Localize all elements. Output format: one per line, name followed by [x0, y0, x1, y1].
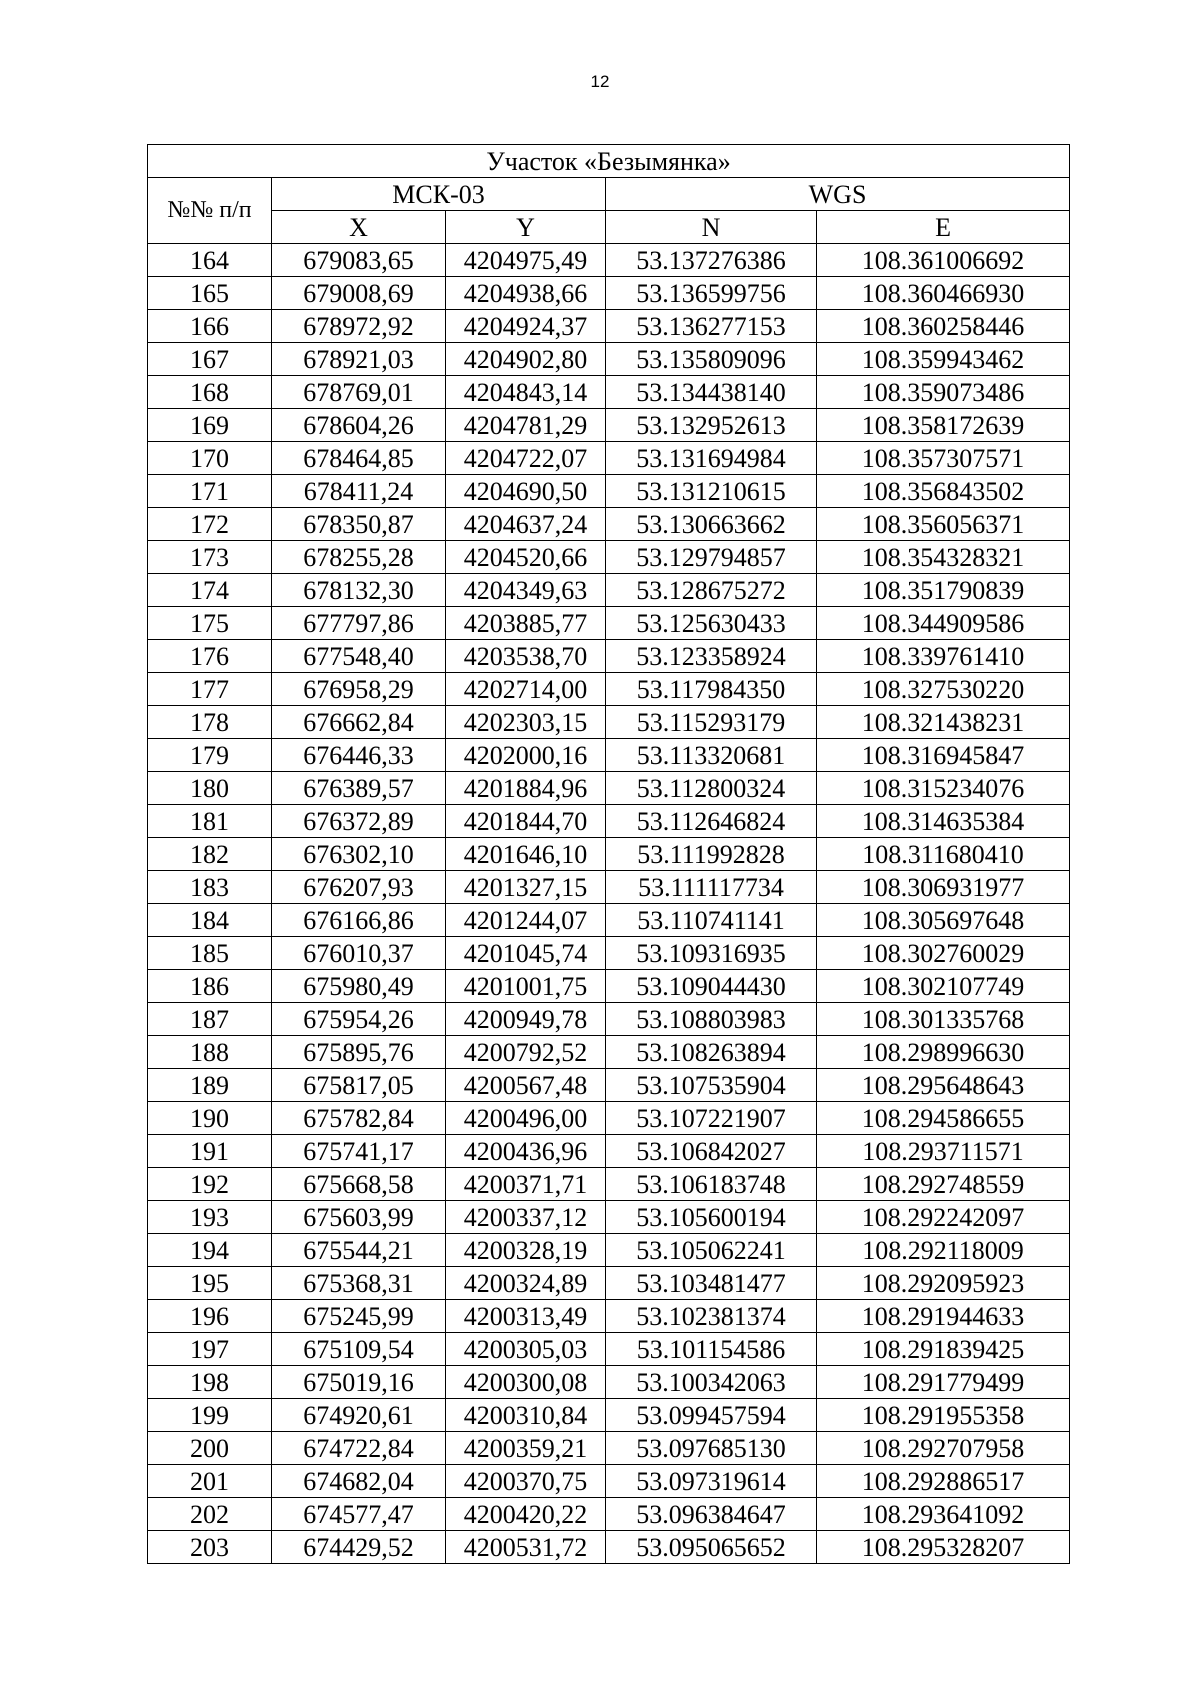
point-number-cell: 183 [148, 871, 272, 904]
table-row [148, 277, 1070, 310]
point-number-cell: 188 [148, 1036, 272, 1069]
point-number-cell: 195 [148, 1267, 272, 1300]
table-row [148, 937, 1070, 970]
point-number-cell: 198 [148, 1366, 272, 1399]
y-cell: 4200324,89 [446, 1267, 606, 1300]
n-cell: 53.115293179 [606, 706, 817, 739]
point-number-cell: 186 [148, 970, 272, 1003]
table-row [148, 244, 1070, 277]
y-cell: 4200371,71 [446, 1168, 606, 1201]
table-row [148, 541, 1070, 574]
e-cell: 108.306931977 [817, 871, 1070, 904]
y-cell: 4201327,15 [446, 871, 606, 904]
n-cell: 53.108263894 [606, 1036, 817, 1069]
y-cell: 4202303,15 [446, 706, 606, 739]
point-number-cell: 166 [148, 310, 272, 343]
table-row [148, 640, 1070, 673]
point-number-cell: 165 [148, 277, 272, 310]
n-cell: 53.131210615 [606, 475, 817, 508]
n-cell: 53.112800324 [606, 772, 817, 805]
x-cell: 677797,86 [272, 607, 446, 640]
table-row [148, 1069, 1070, 1102]
x-cell: 675817,05 [272, 1069, 446, 1102]
point-number-cell: 168 [148, 376, 272, 409]
y-cell: 4200370,75 [446, 1465, 606, 1498]
y-cell: 4204637,24 [446, 508, 606, 541]
y-cell: 4201045,74 [446, 937, 606, 970]
n-cell: 53.107221907 [606, 1102, 817, 1135]
table-body [148, 244, 1070, 1564]
e-cell: 108.291839425 [817, 1333, 1070, 1366]
x-cell: 676372,89 [272, 805, 446, 838]
e-column-header: E [817, 211, 1070, 244]
point-number-cell: 182 [148, 838, 272, 871]
y-cell: 4204902,80 [446, 343, 606, 376]
e-cell: 108.360466930 [817, 277, 1070, 310]
table-row [148, 1465, 1070, 1498]
e-cell: 108.356056371 [817, 508, 1070, 541]
e-cell: 108.302107749 [817, 970, 1070, 1003]
table-row [148, 739, 1070, 772]
point-number-cell: 194 [148, 1234, 272, 1267]
point-number-cell: 199 [148, 1399, 272, 1432]
n-cell: 53.136599756 [606, 277, 817, 310]
msk-03-group-header: МСК-03 [272, 178, 606, 211]
e-cell: 108.327530220 [817, 673, 1070, 706]
point-number-cell: 181 [148, 805, 272, 838]
n-cell: 53.105600194 [606, 1201, 817, 1234]
x-cell: 675544,21 [272, 1234, 446, 1267]
table-title: Участок «Безымянка» [148, 145, 1070, 178]
e-cell: 108.354328321 [817, 541, 1070, 574]
e-cell: 108.292748559 [817, 1168, 1070, 1201]
x-cell: 676166,86 [272, 904, 446, 937]
point-number-cell: 185 [148, 937, 272, 970]
y-cell: 4204781,29 [446, 409, 606, 442]
x-cell: 675741,17 [272, 1135, 446, 1168]
table-row [148, 772, 1070, 805]
n-cell: 53.130663662 [606, 508, 817, 541]
e-cell: 108.351790839 [817, 574, 1070, 607]
x-cell: 678769,01 [272, 376, 446, 409]
y-cell: 4202000,16 [446, 739, 606, 772]
table-row [148, 871, 1070, 904]
y-cell: 4200313,49 [446, 1300, 606, 1333]
x-cell: 676958,29 [272, 673, 446, 706]
e-cell: 108.321438231 [817, 706, 1070, 739]
n-cell: 53.099457594 [606, 1399, 817, 1432]
table-row [148, 1399, 1070, 1432]
point-number-cell: 203 [148, 1531, 272, 1564]
x-cell: 675109,54 [272, 1333, 446, 1366]
point-number-cell: 178 [148, 706, 272, 739]
e-cell: 108.360258446 [817, 310, 1070, 343]
y-cell: 4204349,63 [446, 574, 606, 607]
point-number-cell: 170 [148, 442, 272, 475]
table-row [148, 343, 1070, 376]
e-cell: 108.305697648 [817, 904, 1070, 937]
y-cell: 4200300,08 [446, 1366, 606, 1399]
x-cell: 675668,58 [272, 1168, 446, 1201]
e-cell: 108.292707958 [817, 1432, 1070, 1465]
n-cell: 53.106183748 [606, 1168, 817, 1201]
n-cell: 53.109316935 [606, 937, 817, 970]
e-cell: 108.358172639 [817, 409, 1070, 442]
x-column-header: X [272, 211, 446, 244]
e-cell: 108.359943462 [817, 343, 1070, 376]
y-cell: 4201244,07 [446, 904, 606, 937]
y-cell: 4204924,37 [446, 310, 606, 343]
table-row [148, 1531, 1070, 1564]
x-cell: 675980,49 [272, 970, 446, 1003]
n-cell: 53.105062241 [606, 1234, 817, 1267]
n-cell: 53.137276386 [606, 244, 817, 277]
point-number-cell: 190 [148, 1102, 272, 1135]
n-cell: 53.111117734 [606, 871, 817, 904]
e-cell: 108.361006692 [817, 244, 1070, 277]
e-cell: 108.292118009 [817, 1234, 1070, 1267]
n-cell: 53.097685130 [606, 1432, 817, 1465]
table-row [148, 508, 1070, 541]
table-row [148, 1267, 1070, 1300]
e-cell: 108.295648643 [817, 1069, 1070, 1102]
e-cell: 108.291944633 [817, 1300, 1070, 1333]
n-cell: 53.096384647 [606, 1498, 817, 1531]
point-number-cell: 172 [148, 508, 272, 541]
e-cell: 108.314635384 [817, 805, 1070, 838]
n-cell: 53.097319614 [606, 1465, 817, 1498]
n-cell: 53.109044430 [606, 970, 817, 1003]
x-cell: 676446,33 [272, 739, 446, 772]
table-row [148, 1300, 1070, 1333]
point-number-cell: 200 [148, 1432, 272, 1465]
x-cell: 676207,93 [272, 871, 446, 904]
point-number-cell: 189 [148, 1069, 272, 1102]
x-cell: 674577,47 [272, 1498, 446, 1531]
table-row [148, 673, 1070, 706]
y-cell: 4204722,07 [446, 442, 606, 475]
table-row [148, 310, 1070, 343]
n-cell: 53.102381374 [606, 1300, 817, 1333]
e-cell: 108.291779499 [817, 1366, 1070, 1399]
e-cell: 108.344909586 [817, 607, 1070, 640]
table-row [148, 1135, 1070, 1168]
table-row [148, 442, 1070, 475]
x-cell: 679083,65 [272, 244, 446, 277]
x-cell: 678132,30 [272, 574, 446, 607]
table-row [148, 805, 1070, 838]
point-number-cell: 197 [148, 1333, 272, 1366]
x-cell: 678411,24 [272, 475, 446, 508]
point-number-cell: 176 [148, 640, 272, 673]
x-cell: 674682,04 [272, 1465, 446, 1498]
n-cell: 53.136277153 [606, 310, 817, 343]
y-cell: 4200337,12 [446, 1201, 606, 1234]
y-cell: 4201646,10 [446, 838, 606, 871]
e-cell: 108.315234076 [817, 772, 1070, 805]
table-row [148, 1168, 1070, 1201]
e-cell: 108.302760029 [817, 937, 1070, 970]
y-cell: 4200420,22 [446, 1498, 606, 1531]
y-cell: 4201884,96 [446, 772, 606, 805]
y-cell: 4200436,96 [446, 1135, 606, 1168]
e-cell: 108.316945847 [817, 739, 1070, 772]
n-cell: 53.113320681 [606, 739, 817, 772]
e-cell: 108.298996630 [817, 1036, 1070, 1069]
e-cell: 108.357307571 [817, 442, 1070, 475]
x-cell: 679008,69 [272, 277, 446, 310]
point-number-cell: 167 [148, 343, 272, 376]
point-number-cell: 184 [148, 904, 272, 937]
n-cell: 53.135809096 [606, 343, 817, 376]
n-cell: 53.110741141 [606, 904, 817, 937]
n-cell: 53.125630433 [606, 607, 817, 640]
y-cell: 4200567,48 [446, 1069, 606, 1102]
e-cell: 108.359073486 [817, 376, 1070, 409]
y-cell: 4200531,72 [446, 1531, 606, 1564]
point-number-cell: 175 [148, 607, 272, 640]
y-cell: 4203885,77 [446, 607, 606, 640]
table-row [148, 1102, 1070, 1135]
point-number-cell: 201 [148, 1465, 272, 1498]
point-number-cell: 177 [148, 673, 272, 706]
point-number-cell: 164 [148, 244, 272, 277]
x-cell: 674722,84 [272, 1432, 446, 1465]
e-cell: 108.292886517 [817, 1465, 1070, 1498]
table-row [148, 376, 1070, 409]
n-cell: 53.095065652 [606, 1531, 817, 1564]
point-number-cell: 171 [148, 475, 272, 508]
n-cell: 53.112646824 [606, 805, 817, 838]
x-cell: 678921,03 [272, 343, 446, 376]
table-row [148, 1234, 1070, 1267]
x-cell: 678464,85 [272, 442, 446, 475]
n-cell: 53.128675272 [606, 574, 817, 607]
n-column-header: N [606, 211, 817, 244]
x-cell: 675245,99 [272, 1300, 446, 1333]
table-row [148, 1498, 1070, 1531]
e-cell: 108.293641092 [817, 1498, 1070, 1531]
point-number-cell: 174 [148, 574, 272, 607]
e-cell: 108.356843502 [817, 475, 1070, 508]
x-cell: 674429,52 [272, 1531, 446, 1564]
point-number-cell: 169 [148, 409, 272, 442]
y-cell: 4200496,00 [446, 1102, 606, 1135]
y-cell: 4200359,21 [446, 1432, 606, 1465]
e-cell: 108.311680410 [817, 838, 1070, 871]
e-cell: 108.294586655 [817, 1102, 1070, 1135]
n-cell: 53.100342063 [606, 1366, 817, 1399]
x-cell: 676010,37 [272, 937, 446, 970]
y-cell: 4200949,78 [446, 1003, 606, 1036]
table-row [148, 904, 1070, 937]
page-number: 12 [590, 72, 610, 91]
x-cell: 675019,16 [272, 1366, 446, 1399]
x-cell: 676389,57 [272, 772, 446, 805]
table-row [148, 574, 1070, 607]
y-cell: 4202714,00 [446, 673, 606, 706]
table-row [148, 1366, 1070, 1399]
x-cell: 675895,76 [272, 1036, 446, 1069]
x-cell: 678604,26 [272, 409, 446, 442]
e-cell: 108.301335768 [817, 1003, 1070, 1036]
point-number-cell: 180 [148, 772, 272, 805]
e-cell: 108.339761410 [817, 640, 1070, 673]
table-row [148, 838, 1070, 871]
e-cell: 108.292095923 [817, 1267, 1070, 1300]
table-row [148, 1003, 1070, 1036]
point-number-cell: 191 [148, 1135, 272, 1168]
x-cell: 676662,84 [272, 706, 446, 739]
y-cell: 4204690,50 [446, 475, 606, 508]
y-column-header: Y [446, 211, 606, 244]
table-row [148, 607, 1070, 640]
y-cell: 4201001,75 [446, 970, 606, 1003]
n-cell: 53.134438140 [606, 376, 817, 409]
x-cell: 674920,61 [272, 1399, 446, 1432]
point-number-cell: 187 [148, 1003, 272, 1036]
y-cell: 4200310,84 [446, 1399, 606, 1432]
wgs-group-header: WGS [606, 178, 1070, 211]
e-cell: 108.293711571 [817, 1135, 1070, 1168]
e-cell: 108.292242097 [817, 1201, 1070, 1234]
y-cell: 4200792,52 [446, 1036, 606, 1069]
n-cell: 53.131694984 [606, 442, 817, 475]
e-cell: 108.295328207 [817, 1531, 1070, 1564]
n-cell: 53.117984350 [606, 673, 817, 706]
n-cell: 53.132952613 [606, 409, 817, 442]
x-cell: 675603,99 [272, 1201, 446, 1234]
y-cell: 4200328,19 [446, 1234, 606, 1267]
table-row [148, 1036, 1070, 1069]
y-cell: 4204975,49 [446, 244, 606, 277]
table-row [148, 1333, 1070, 1366]
point-number-cell: 179 [148, 739, 272, 772]
x-cell: 678972,92 [272, 310, 446, 343]
e-cell: 108.291955358 [817, 1399, 1070, 1432]
point-number-cell: 196 [148, 1300, 272, 1333]
n-cell: 53.123358924 [606, 640, 817, 673]
table-row [148, 706, 1070, 739]
point-number-cell: 193 [148, 1201, 272, 1234]
table-row [148, 970, 1070, 1003]
table-row [148, 475, 1070, 508]
x-cell: 678350,87 [272, 508, 446, 541]
table-row [148, 409, 1070, 442]
table-row [148, 1201, 1070, 1234]
point-number-header: №№ п/п [148, 178, 272, 244]
n-cell: 53.107535904 [606, 1069, 817, 1102]
y-cell: 4201844,70 [446, 805, 606, 838]
n-cell: 53.129794857 [606, 541, 817, 574]
point-number-cell: 173 [148, 541, 272, 574]
n-cell: 53.103481477 [606, 1267, 817, 1300]
table-row [148, 1432, 1070, 1465]
point-number-cell: 202 [148, 1498, 272, 1531]
n-cell: 53.111992828 [606, 838, 817, 871]
x-cell: 677548,40 [272, 640, 446, 673]
y-cell: 4200305,03 [446, 1333, 606, 1366]
coordinates-table [147, 144, 1070, 1564]
x-cell: 675954,26 [272, 1003, 446, 1036]
y-cell: 4203538,70 [446, 640, 606, 673]
y-cell: 4204843,14 [446, 376, 606, 409]
point-number-cell: 192 [148, 1168, 272, 1201]
x-cell: 676302,10 [272, 838, 446, 871]
n-cell: 53.101154586 [606, 1333, 817, 1366]
x-cell: 675368,31 [272, 1267, 446, 1300]
x-cell: 675782,84 [272, 1102, 446, 1135]
y-cell: 4204520,66 [446, 541, 606, 574]
n-cell: 53.108803983 [606, 1003, 817, 1036]
y-cell: 4204938,66 [446, 277, 606, 310]
n-cell: 53.106842027 [606, 1135, 817, 1168]
x-cell: 678255,28 [272, 541, 446, 574]
